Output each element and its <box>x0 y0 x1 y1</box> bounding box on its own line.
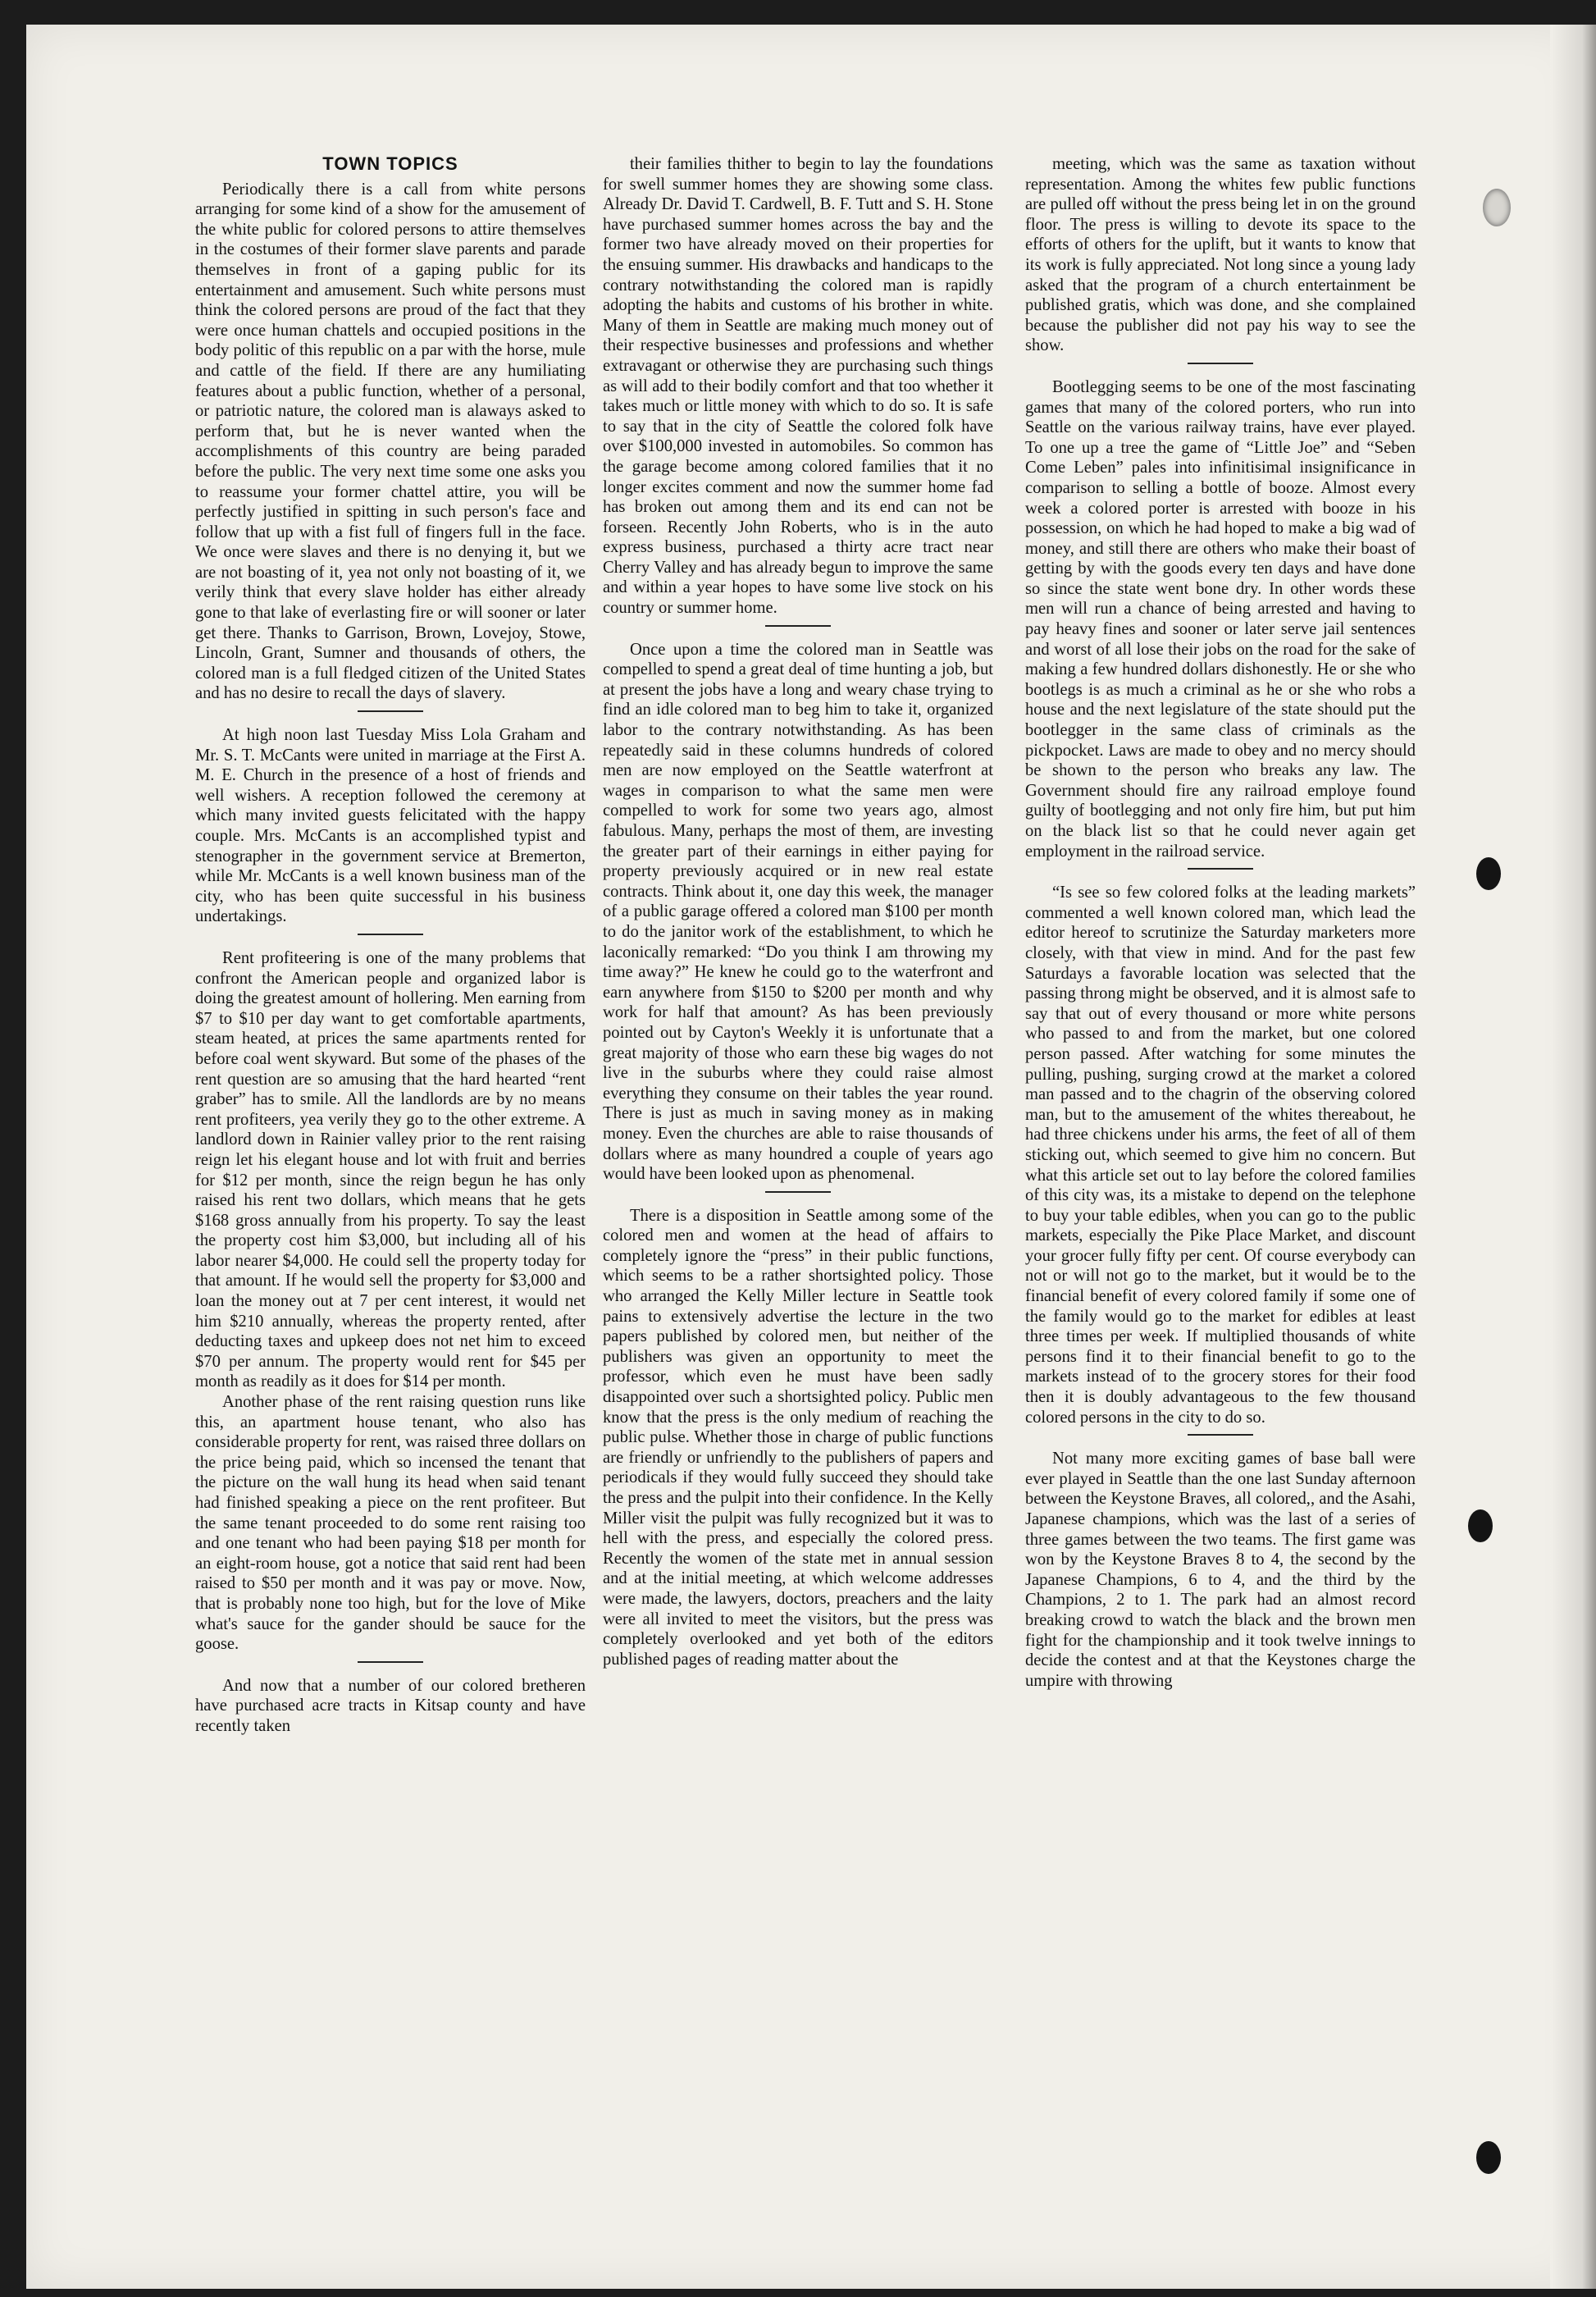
article-paragraph: Another phase of the rent raising question runs like this, an apartment house tenant, who also has considerable property for rent, was raised three dollars on the price being paid, which so incensed the tenant that the picture on the wall hung its head when said tenant had finished speaking a piece on the rent profiteer. But the same tenant proceeded to do some rent raising too and one tenant who had been paying $18 per month for an eight-room house, got a notice that said rent had been raised to $50 per month and it was pay or move. Now, that is probably none too high, but for the love of Mike what's sauce for the gander should be sauce for the goose. <box>195 1393 586 1654</box>
article-paragraph: Bootlegging seems to be one of the most fascinating games that many of the colored porters, who run into Seattle on the various railway trains, have ever played. To one up a tree the game of “Little Joe” and “Seben Come Leben” pales into infinitisimal insignificance in comparison to selling a bottle of booze. Almost every week a colored porter is arrested with booze in his possession, on which he had hoped to make a big wad of money, and still there are others who make their boast of getting by with the goods every ten days and have done so since the state went bone dry. In other words these men will run a chance of being arrested and having to pay heavy fines and sooner or later serve jail sentences and worst of all lose their jobs on the road for the sake of making a few hundred dollars dishonestly. He or she who bootlegs is as much a criminal as he or she who robs a house and the next legislature of the state should put the bootlegger in the same class of criminals as the pickpocket. Laws are made to obey and no mercy should be shown to the person who breaks any law. The Government should fire any railroad employe found guilty of bootlegging and not only fire him, but put him on the black list so that he could never again get employment in the railroad service. <box>1025 377 1416 861</box>
article-paragraph: And now that a number of our colored bretheren have purchased acre tracts in Kitsap county and have recently taken <box>195 1676 586 1735</box>
article-divider <box>1188 868 1253 870</box>
article-paragraph: “Is see so few colored folks at the leading markets” commented a well known colored man, which lead the editor hereof to scrutinize the Saturday marketers more closely, with that view in mind. And for the past few Saturdays a favorable location was selected that the passing throng might be observed, and it is almost safe to say that out of every thousand or more white persons who passed to and from the market, but one colored person passed. After watching for some minutes the pulling, pushing, surging crowd at the market a colored man passed and to the chagrin of the observing colored man, but to the amusement of the whites thereabout, he had three chickens under his arms, the feet of all of them sticking out, which seemed to give him no concern. But what this article set out to lay before the colored families of this city was, its a mistake to depend on the telephone to buy your table edibles, when you can go to the public markets, especially the Pike Place Market, and discount your grocer fully fifty per cent. Of course everybody can not or will not go to the market, but it would be to the financial benefit of every colored family if some one of the family would go to the market for edibles at least three times per week. If multiplied thousands of white persons find it to their financial benefit to go to the markets instead of to the grocery stores for their food then it is doubly advantageous to the few thousand colored persons in the city to do so. <box>1025 884 1416 1427</box>
article-paragraph: meeting, which was the same as taxation without representation. Among the whites few public functions are pulled off without the press being let in on the ground floor. The press is willing to devote its space to the efforts of others for the uplift, but it wants to know that its work is fully appreciated. Not long since a young lady asked that the program of a church entertainment be published gratis, which was done, and she complained because the publisher did not pay his way to see the show. <box>1025 155 1416 355</box>
page-edge-shadow <box>1550 25 1596 2289</box>
article-divider <box>358 934 423 935</box>
article-divider <box>765 625 831 627</box>
binding-hole <box>1483 189 1511 226</box>
article-divider <box>358 710 423 712</box>
column-1 <box>195 154 586 2279</box>
article-divider <box>1188 1434 1253 1436</box>
article-divider <box>765 1191 831 1193</box>
section-heading: TOWN TOPICS <box>322 154 458 174</box>
binding-hole <box>1468 1509 1493 1542</box>
article-paragraph: At high noon last Tuesday Miss Lola Graham and Mr. S. T. McCants were united in marriage at the First A. M. E. Church in the presence of a host of friends and well wishers. A reception followed the ceremony at which many invited guests felicitated with the happy couple. Mrs. McCants is an accomplished typist and stenographer in the government service at Bremerton, while Mr. McCants is a well known business man of the city, who has been quite successful in his business undertakings. <box>195 726 586 926</box>
article-divider <box>1188 363 1253 364</box>
binding-hole <box>1476 857 1501 890</box>
column-2 <box>603 154 993 2279</box>
article-paragraph: Once upon a time the colored man in Seattle was compelled to spend a great deal of time hunting a job, but at present the jobs have a long and weary chase trying to find an idle colored man to beg him to take it, organized labor to the contrary notwithstanding. As has been repeatedly said in these columns hundreds of colored men are now employed on the Seattle waterfront at wages in comparison to what the same men were compelled to work for some two years ago, almost fabulous. Many, perhaps the most of them, are investing the greater part of their earnings in either paying for property previously acquired or in new real estate contracts. Think about it, one day this week, the manager of a public garage offered a colored man $100 per month to do the janitor work of the establishment, to which he laconically remarked: “Do you think I am throwing my time away?” He knew he could go to the waterfront and earn anywhere from $150 to $200 per month and why work for half that amount? As has been previously pointed out by Cayton's Weekly it is unfortunate that a great majority of those who earn these big wages do not live in the suburbs where they could raise almost everything they consume on their tables the year round. There is just as much in saving money as in making money. Even the churches are able to raise thousands of dollars where as many houndred a couple of years ago would have been looked upon as phenomenal. <box>603 640 993 1184</box>
article-paragraph: their families thither to begin to lay the foundations for swell summer homes they are showing some class. Already Dr. David T. Cardwell, B. F. Tutt and S. H. Stone have purchased summer homes across the bay and the former two have already moved on their properties for the ensuing summer. His drawbacks and handicaps to the contrary notwithstanding the colored man is rapidly adopting the habits and customs of his brother in white. Many of them in Seattle are making much money out of their respective businesses and professions and whether extravagant or otherwise they are purchasing such things as will add to their bodily comfort and that too whether it takes much or little money with which to do so. It is safe to say that in the city of Seattle the colored folk have over $100,000 invested in automobiles. So common has the garage become among colored families that it no longer excites comment and now the summer home fad has broken out among them and its end can not be forseen. Recently John Roberts, who is in the auto express business, purchased a thirty acre tract near Cherry Valley and has already begun to improve the same and within a year hopes to have some live stock on his country or summer home. <box>603 155 993 618</box>
article-divider <box>358 1661 423 1663</box>
article-paragraph: Rent profiteering is one of the many problems that confront the American people and organized labor is doing the greatest amount of hollering. Men earning from $7 to $10 per day want to get comfortable apartments, steam heated, at prices the same apartments rented for before coal went skyward. But some of the phases of the rent question are so amusing that the hard hearted “rent graber” has to smile. All the landlords are by no means rent profiteers, yea verily they go to the other extreme. A landlord down in Rainier valley prior to the rent raising reign let his elegant house and lot with fruit and berries for $12 per month, since the reign begun he has only raised his rent two dollars, which means that he gets $168 gross annually from his property. To say the least the property cost him $3,000, but including all of his labor nearer $4,000. He could sell the property today for that amount. If he would sell the property for $3,000 and loan the money out at 7 per cent interest, it would net him $210 annually, whereas the property rented, after deducting taxes and upkeep does not net him to exceed $70 per annum. The property would rent for $45 per month as readily as it does for $14 per month. <box>195 948 586 1391</box>
binding-hole <box>1476 2141 1501 2174</box>
article-paragraph: Not many more exciting games of base ball were ever played in Seattle than the one last Sunday afternoon between the Keystone Braves, all colored,, and the Asahi, Japanese champions, which was the last of a series of three games between the two teams. The first game was won by the Keystone Braves 8 to 4, the second by the Japanese Champions, 6 to 4, and the third by the Champions, 2 to 1. The park had an almost record breaking crowd to watch the black and the brown men fight for the championship and it took twelve innings to decide the contest and at that the Keystones charge the umpire with throwing <box>1025 1450 1416 1690</box>
column-3 <box>1025 154 1416 2279</box>
article-paragraph: Periodically there is a call from white persons arranging for some kind of a show for the amusement of the white public for colored persons to attire themselves in the costumes of their former slave parents and parade themselves in front of a gaping public for its entertainment and amusement. Such white persons must think the colored persons are proud of the fact that they were once human chattels and occupied positions in the body politic of this republic on a par with the horse, mule and cattle of the field. If there are any humiliating features about a public function, whether of a personal, or patriotic nature, the colored man is alaways asked to perform that, but he is never wanted when the accomplishments of this country are being paraded before the public. The very next time some one asks you to reassume your former chattel attire, you will be perfectly justified in spitting in such person's face and follow that up with a fist full of fingers full in the face. We once were slaves and there is no denying it, but we are not boasting of it, yea not only not boasting of it, we verily think that every slave holder has either already gone to that lake of everlasting fire or will sooner or later get there. Thanks to Garrison, Brown, Lovejoy, Stowe, Lincoln, Grant, Sumner and thousands of others, the colored man is a full fledged citizen of the United States and has no desire to recall the days of slavery. <box>195 180 586 703</box>
article-paragraph: There is a disposition in Seattle among some of the colored men and women at the head of affairs to completely ignore the “press” in their public functions, which seems to be a rather shortsighted policy. Those who arranged the Kelly Miller lecture in Seattle took pains to extensively advertise the lecture in the two papers published by colored men, but neither of the publishers was given an opportunity to meet the professor, which even he must have been sadly disappointed over such a shortsighted policy. Public men know that the press is the only medium of reaching the public pulse. Whether those in charge of public functions are friendly or unfriendly to the publishers of papers and periodicals if they would fully succeed they should take the press and the pulpit into their confidence. In the Kelly Miller visit the pulpit was fully recognized but it was to hell with the press, and especially the colored press. Recently the women of the state met in annual session and at the initial meeting, at which welcome addresses were made, the lawyers, doctors, preachers and the laity were all invited to meet the visitors, but the press was completely overlooked and yet both of the editors published pages of reading matter about the <box>603 1206 993 1669</box>
